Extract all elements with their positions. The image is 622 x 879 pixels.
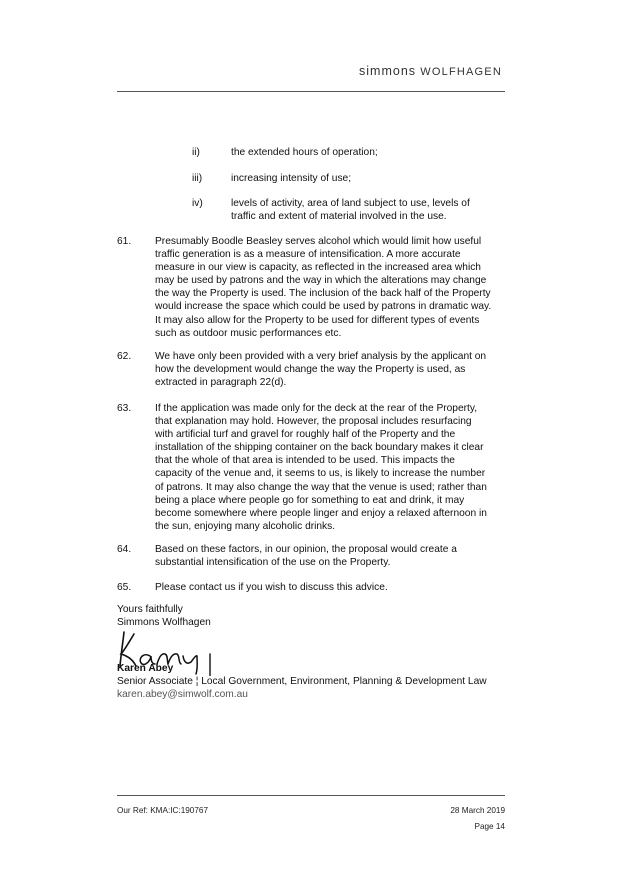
text-line: Based on these factors, in our opinion, the proposal would create a	[155, 544, 457, 555]
header-rule	[117, 91, 505, 92]
text-line: levels of activity, area of land subject to use, levels of	[231, 198, 470, 209]
paragraph-number: 62.	[117, 351, 132, 362]
paragraph-number: 64.	[117, 544, 132, 555]
firm-name: Simmons Wolfhagen	[117, 617, 211, 628]
list-item-number: iii)	[192, 173, 203, 184]
firm-logo	[359, 64, 502, 78]
page-number: Page 14	[474, 822, 505, 831]
paragraph-number: 61.	[117, 236, 132, 247]
text-line: substantial intensification of the use on the Property.	[155, 557, 391, 569]
text-line: that the whole of that area is intended to be used. This impacts the	[155, 455, 455, 467]
salutation: Yours faithfully	[117, 604, 183, 615]
list-item-text: the extended hours of operation;	[231, 147, 378, 158]
text-line: how the development would change the way the Property is used, as	[155, 364, 466, 376]
text-line: of patrons. It may also change the way that the venue is used; rather than	[155, 481, 487, 493]
text-line: extracted in paragraph 22(d).	[155, 377, 287, 389]
footer-date: 28 March 2019	[450, 806, 505, 815]
text-line: measure in our view is capacity, as reflected in the increased area which	[155, 262, 481, 274]
logo-first-word: simmons	[359, 64, 417, 78]
text-line: It may also allow for the Property to be used for different types of events	[155, 314, 480, 326]
paragraph-number: 63.	[117, 403, 132, 414]
paragraph-body	[155, 543, 505, 569]
paragraph-number: 65.	[117, 582, 132, 593]
text-line: the way the Property is used. The inclusion of the back half of the Property	[155, 288, 491, 300]
text-line: that explanation may hold. However, the proposal includes resurfacing	[155, 416, 472, 428]
footer-reference: Our Ref: KMA:IC:190767	[117, 806, 209, 815]
text-line: the sun, enjoying many alcoholic drinks.	[155, 520, 336, 532]
footer-rule	[117, 795, 505, 796]
text-line: become somewhere where people linger and enjoy a relaxed afternoon in	[155, 507, 487, 519]
text-line: traffic and extent of material involved in the use.	[231, 211, 447, 223]
list-item-number: iv)	[192, 198, 203, 209]
text-line: Please contact us if you wish to discuss this advice.	[155, 582, 388, 593]
signer-name: Karen Abey	[117, 663, 174, 674]
list-item-number: ii)	[192, 147, 200, 158]
paragraph-body	[155, 402, 505, 533]
list-item-text	[231, 197, 505, 223]
text-line: If the application was made only for the deck at the rear of the Property,	[155, 403, 478, 414]
text-line: with artificial turf and gravel for roughly half of the Property and the	[155, 429, 456, 441]
text-line: installation of the shipping container on the back boundary makes it clear	[155, 442, 484, 454]
text-line: being a place where people go for something to eat and drink, it may	[155, 494, 465, 506]
paragraph-body	[155, 581, 505, 594]
logo-second-word: WOLFHAGEN	[420, 66, 502, 78]
text-line: may be used by patrons and the way in which the alterations may change	[155, 275, 487, 287]
text-line: would increase the space which could be used by patrons in dramatic way.	[155, 301, 492, 313]
paragraph-body	[155, 350, 505, 389]
text-line: capacity of the venue and, it seems to us, is likely to increase the number	[155, 468, 486, 480]
paragraph-body	[155, 235, 505, 340]
text-line: We have only been provided with a very brief analysis by the applicant on	[155, 351, 487, 362]
list-item-text: increasing intensity of use;	[231, 173, 352, 184]
signer-title: Senior Associate ¦ Local Government, Environment, Planning & Development Law	[117, 676, 487, 687]
text-line: Presumably Boodle Beasley serves alcohol which would limit how useful	[155, 236, 482, 247]
signer-email: karen.abey@simwolf.com.au	[117, 689, 248, 700]
text-line: such as outdoor music performances etc.	[155, 327, 342, 339]
text-line: traffic generation is as a measure of intensification. A more accurate	[155, 249, 461, 261]
